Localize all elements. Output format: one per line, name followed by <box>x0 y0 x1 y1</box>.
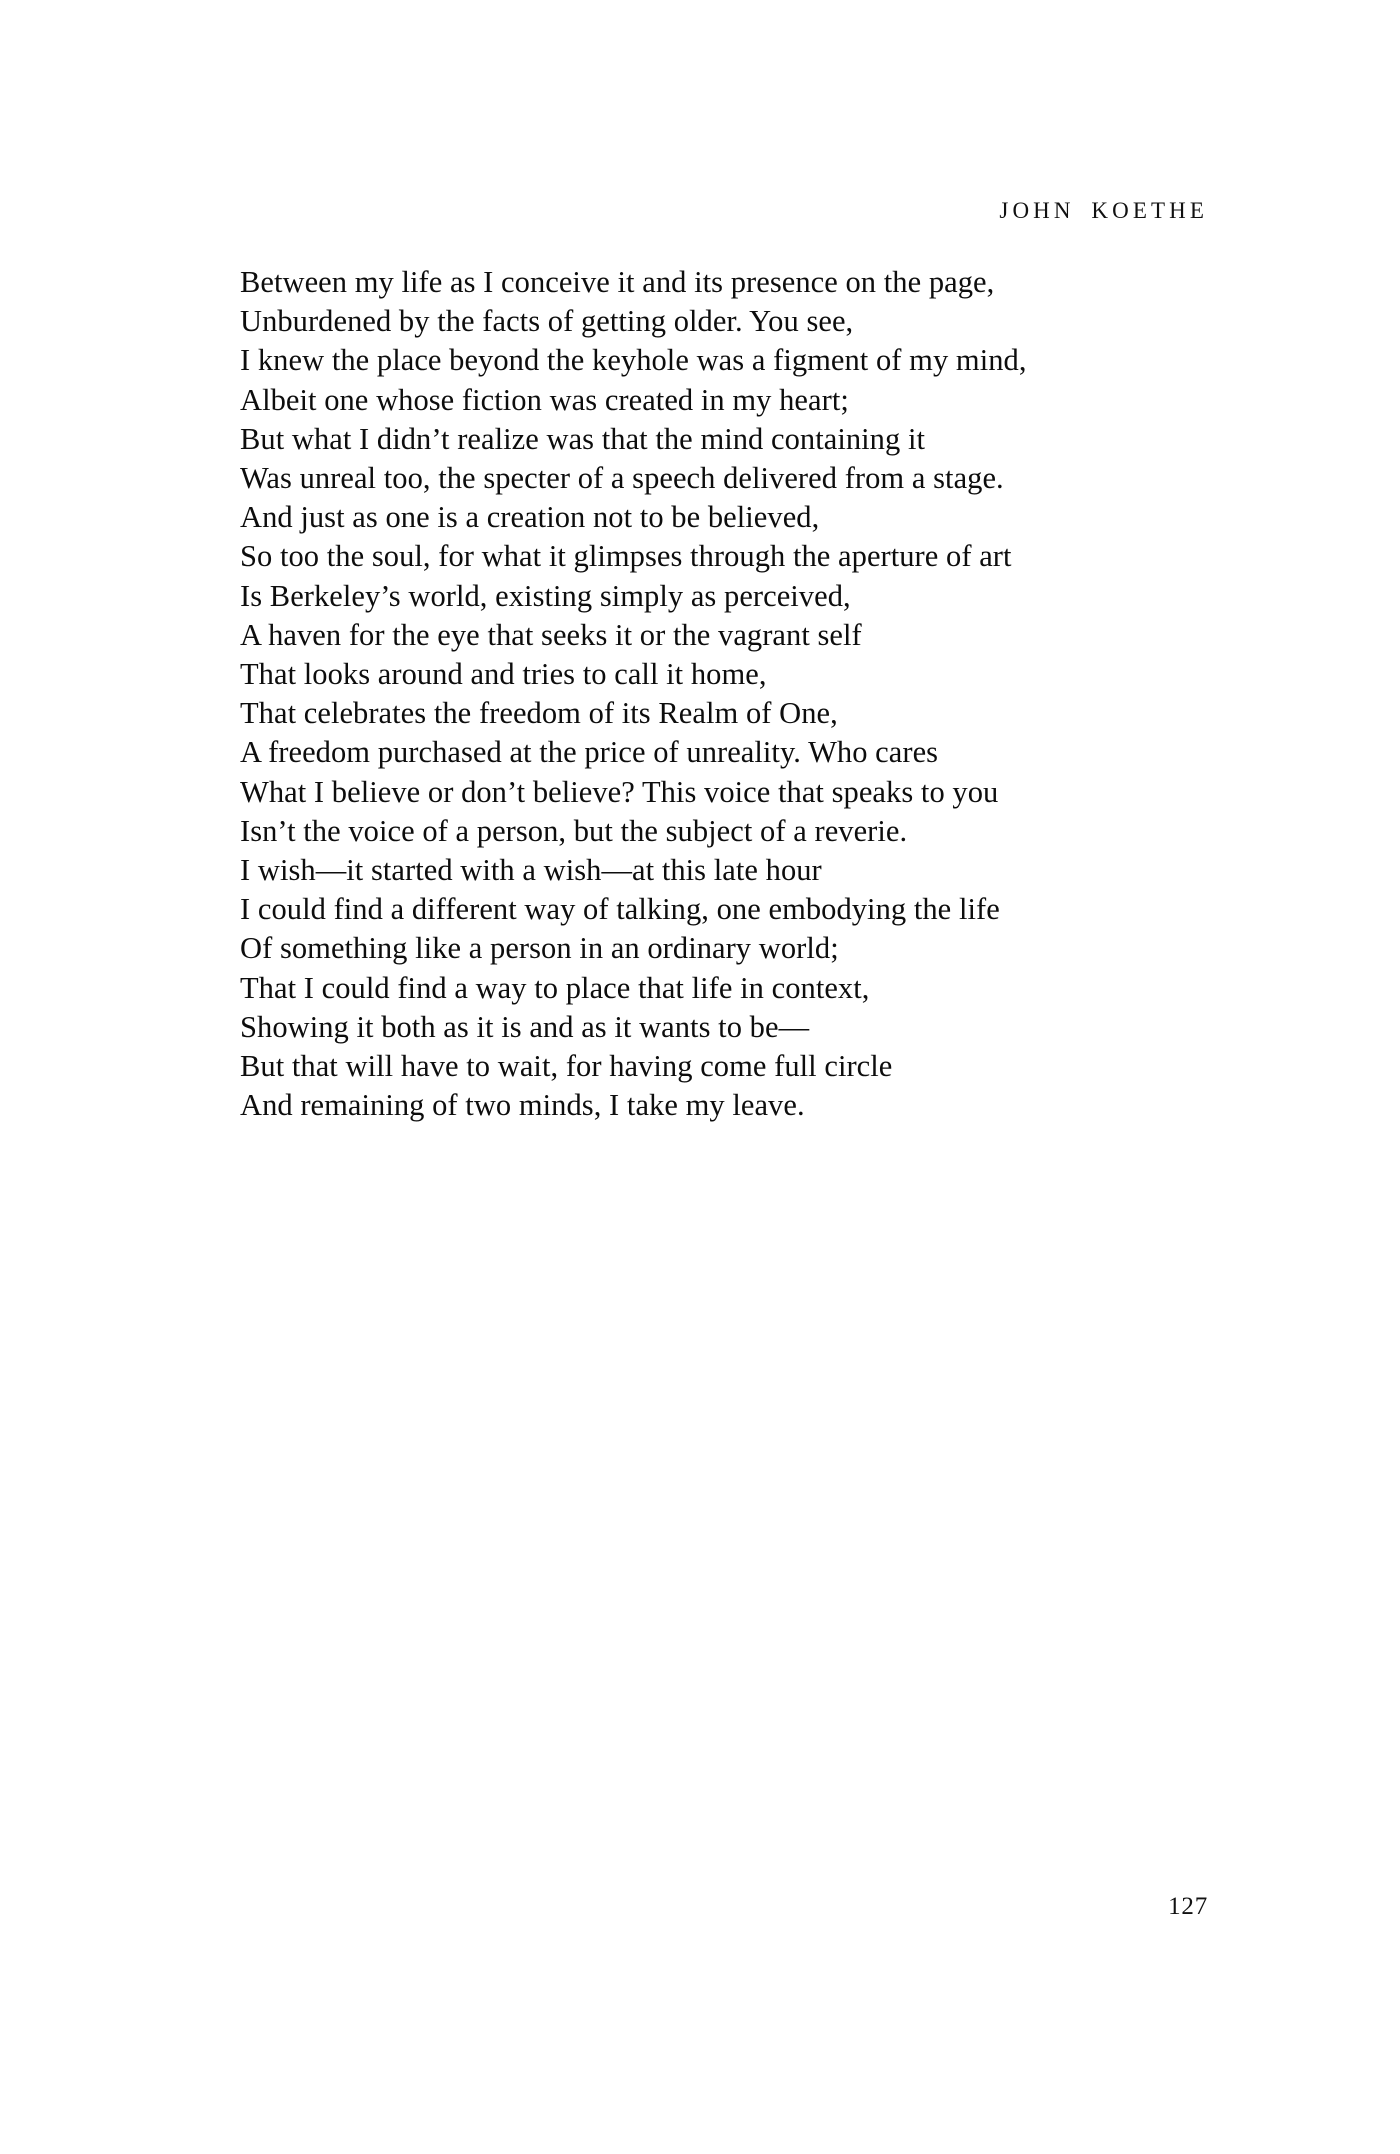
running-head-author: JOHN KOETHE <box>999 198 1208 223</box>
poem-line: Showing it both as it is and as it wants to be— <box>240 1009 810 1044</box>
poem-line: Was unreal too, the specter of a speech delivered from a stage. <box>240 461 1004 496</box>
poem-line: I wish—it started with a wish—at this late hour <box>240 853 822 888</box>
poem-line: That I could find a way to place that life in context, <box>240 970 870 1005</box>
poem-line: A haven for the eye that seeks it or the vagrant self <box>240 617 862 652</box>
poem-line: And just as one is a creation not to be believed, <box>240 500 820 535</box>
poem-line: Between my life as I conceive it and its presence on the page, <box>240 265 995 299</box>
poem-line: Unburdened by the facts of getting older. You see, <box>240 304 854 339</box>
poem-line: But what I didn’t realize was that the mind containing it <box>240 421 925 456</box>
poem-line: So too the soul, for what it glimpses through the aperture of art <box>240 539 1012 574</box>
poem-line: And remaining of two minds, I take my leave. <box>240 1088 805 1123</box>
poem-line: I could find a different way of talking, one embodying the life <box>240 892 1000 927</box>
poem-body <box>240 263 1220 1125</box>
poem-line: I knew the place beyond the keyhole was a figment of my mind, <box>240 343 1027 378</box>
poem-line: But that will have to wait, for having come full circle <box>240 1049 893 1084</box>
poem-line: That looks around and tries to call it home, <box>240 657 767 692</box>
poem-line: That celebrates the freedom of its Realm of One, <box>240 696 838 731</box>
poem-line: A freedom purchased at the price of unreality. Who cares <box>240 735 939 770</box>
page-number: 127 <box>1168 1893 1208 1920</box>
poem-line: Of something like a person in an ordinary world; <box>240 931 839 966</box>
poem-line: Isn’t the voice of a person, but the subject of a reverie. <box>240 813 908 848</box>
poem-line: Albeit one whose fiction was created in my heart; <box>240 382 849 417</box>
poem-line: What I believe or don’t believe? This voice that speaks to you <box>240 774 999 809</box>
poem-line: Is Berkeley’s world, existing simply as perceived, <box>240 578 851 613</box>
